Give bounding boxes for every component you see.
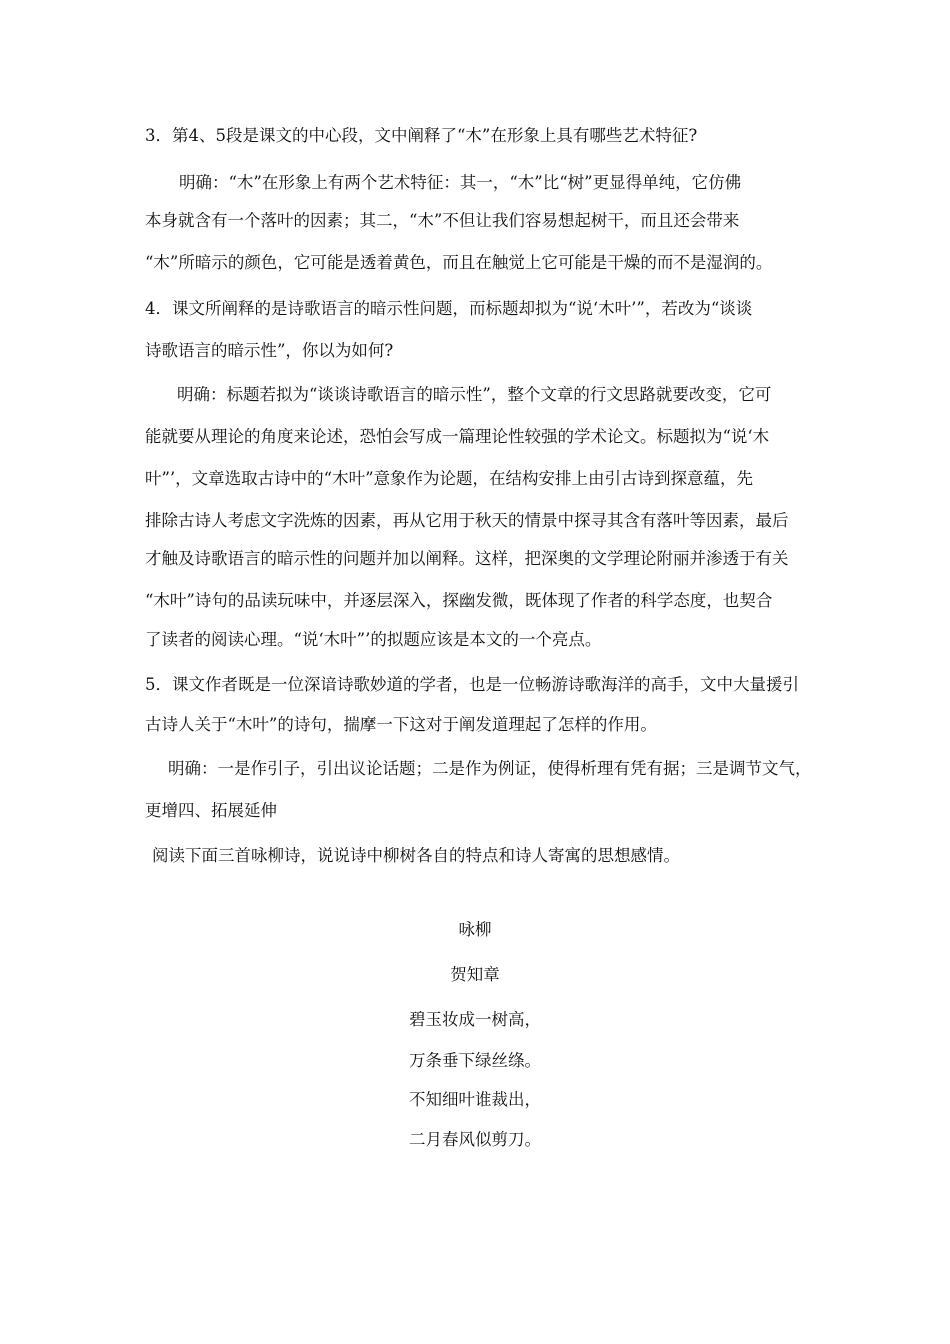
answer-4-line-4: 排除古诗人考虑文字洗炼的因素，再从它用于秋天的情景中探寻其含有落叶等因素，最后 [145, 511, 789, 530]
answer-4-line-1: 明确：标题若拟为“谈谈诗歌语言的暗示性”，整个文章的行文思路就要改变，它可 [177, 385, 772, 404]
answer-3-line-2: 本身就含有一个落叶的因素；其二，“木”不但让我们容易想起树干，而且还会带来 [145, 211, 740, 230]
question-3: 3．第4、5段是课文的中心段，文中阐释了“木”在形象上具有哪些艺术特征? [145, 126, 698, 145]
poem-title: 咏柳 [458, 920, 492, 939]
poem-line-1: 碧玉妆成一树高， [409, 1010, 541, 1029]
question-4-line-1: 4．课文所阐释的是诗歌语言的暗示性问题，而标题却拟为“说‘木叶’”，若改为“谈谈 [145, 299, 753, 318]
poem-line-4: 二月春风似剪刀。 [409, 1130, 541, 1149]
answer-4-line-6: “木叶”诗句的品读玩味中，并逐层深入，探幽发微，既体现了作者的科学态度，也契合 [145, 591, 773, 610]
answer-4-line-2: 能就要从理论的角度来论述，恐怕会写成一篇理论性较强的学术论文。标题拟为“说‘木 [145, 427, 770, 446]
answer-4-line-5: 才触及诗歌语言的暗示性的问题并加以阐释。这样，把深奥的文学理论附丽并渗透于有关 [145, 549, 789, 568]
poem-line-2: 万条垂下绿丝绦。 [409, 1051, 541, 1070]
poem-line-3: 不知细叶谁裁出， [409, 1090, 541, 1109]
poem-author: 贺知章 [450, 965, 500, 984]
answer-3-line-3: “木”所暗示的颜色，它可能是透着黄色，而且在触觉上它可能是干燥的而不是湿润的。 [145, 253, 773, 272]
answer-4-line-3: 叶”’，文章选取古诗中的“木叶”意象作为论题，在结构安排上由引古诗到探意蕴，先 [145, 469, 754, 488]
question-5-line-2: 古诗人关于“木叶”的诗句，揣摩一下这对于阐发道理起了怎样的作用。 [145, 715, 657, 734]
question-4-line-2: 诗歌语言的暗示性”，你以为如何? [145, 341, 394, 360]
question-5-line-1: 5．课文作者既是一位深谙诗歌妙道的学者，也是一位畅游诗歌海洋的高手，文中大量援引 [145, 675, 799, 694]
answer-5-line-1: 明确：一是作引子，引出议论话题；二是作为例证，使得析理有凭有据；三是调节文气， [168, 759, 812, 778]
answer-5-line-2: 更增四、拓展延伸 [145, 801, 277, 820]
answer-4-line-7: 了读者的阅读心理。“说‘木叶”’的拟题应该是本文的一个亮点。 [145, 630, 602, 649]
answer-3-line-1: 明确：“木”在形象上有两个艺术特征：其一，“木”比“树”更显得单纯，它仿佛 [179, 173, 742, 192]
extension-instruction: 阅读下面三首咏柳诗，说说诗中柳树各自的特点和诗人寄寓的思想感情。 [152, 846, 680, 865]
